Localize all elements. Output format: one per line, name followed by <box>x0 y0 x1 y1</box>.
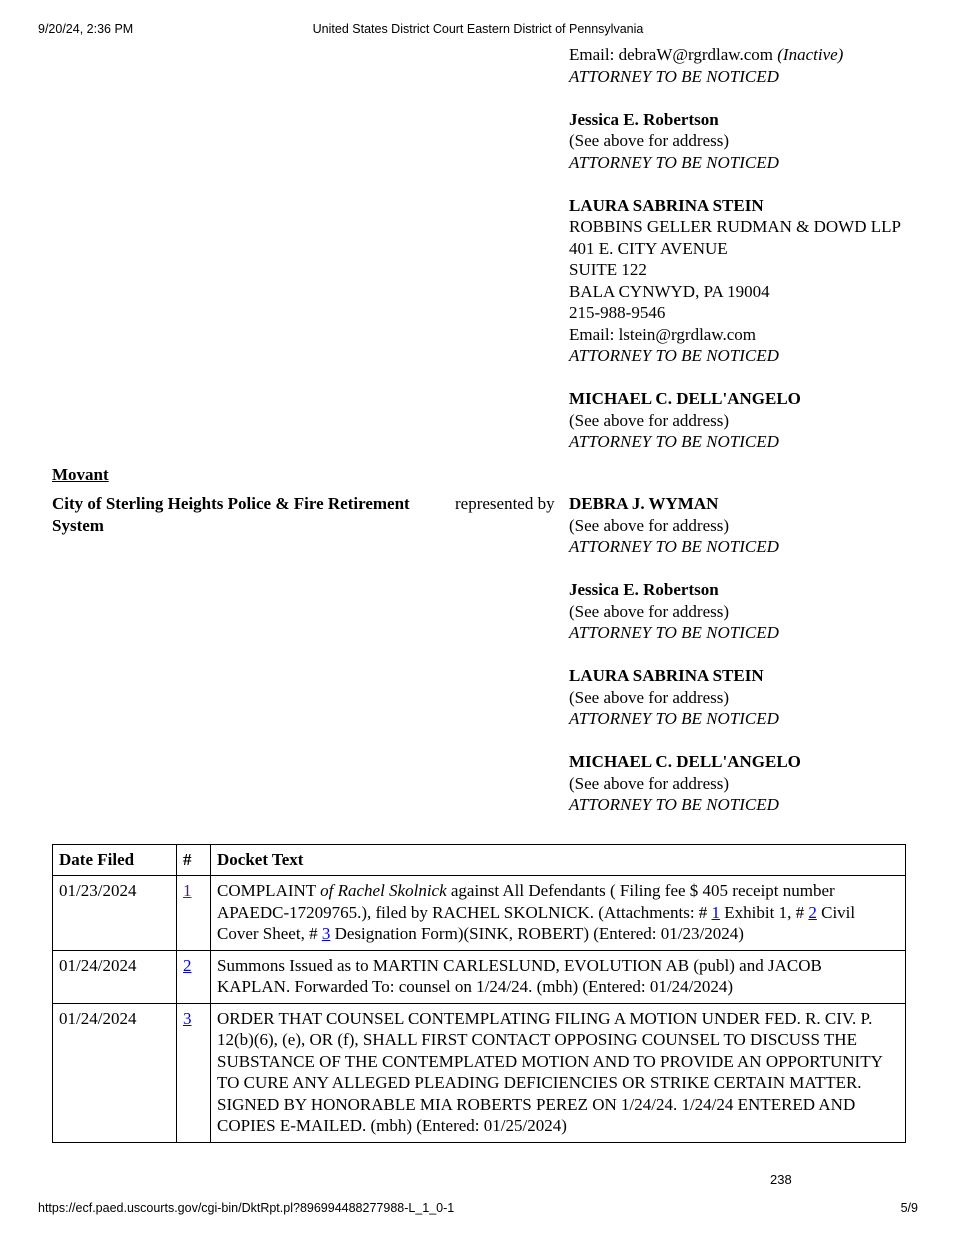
attorney-line <box>569 622 906 644</box>
docket-row <box>53 1003 906 1142</box>
text-run: Civil Cover Sheet, # <box>217 902 856 943</box>
attachment-link[interactable]: 3 <box>321 924 331 943</box>
party-name: City of Sterling Heights Police & Fire Retirement System <box>52 494 410 535</box>
text-run: (See above for address) <box>569 601 730 621</box>
docket-table <box>52 844 906 1143</box>
date-filed-cell: 01/23/2024 <box>53 876 177 951</box>
text-run: of Rachel Skolnick <box>320 881 447 900</box>
date-filed-cell: 01/24/2024 <box>53 1003 177 1142</box>
doc-number-link[interactable]: 2 <box>183 955 192 975</box>
text-run: (See above for address) <box>569 773 730 793</box>
attorney-line <box>569 109 906 131</box>
attorney-name: MICHAEL C. DELL'ANGELO <box>569 752 801 771</box>
docket-header-date-filed: Date Filed <box>53 844 177 876</box>
attorney-line <box>569 345 906 367</box>
attorney-line <box>569 281 906 303</box>
attorney-block <box>569 751 906 816</box>
text-run: Summons Issued as to MARTIN CARLESLUND, EVOLUTION AB (publ) and JACOB KAPLAN. Forwarded To: counsel on 1/24/24. (mbh) (Entered: 01/24/2024) <box>217 955 822 996</box>
attorney-line <box>569 152 906 174</box>
text-run: Email: debraW@rgrdlaw.com <box>569 45 778 64</box>
text-run: against All Defendants ( Filing fee $ 405 receipt number APAEDC-17209765.), filed by RACHEL SKOLNICK. (Attachments: # <box>217 881 835 922</box>
attorney-line <box>569 302 906 324</box>
text-run: (See above for address) <box>569 131 730 150</box>
print-footer-page: 5/9 <box>900 1201 918 1215</box>
docket-text-cell <box>211 876 906 951</box>
attorney-line <box>569 216 906 238</box>
attorney-line <box>569 238 906 260</box>
text-run: ATTORNEY TO BE NOTICED <box>569 795 779 814</box>
docket-header-row <box>53 844 906 876</box>
attorney-line <box>569 515 906 537</box>
attorney-name: DEBRA J. WYMAN <box>569 494 719 513</box>
text-run: ATTORNEY TO BE NOTICED <box>569 432 779 451</box>
text-run: (Inactive) <box>777 45 844 64</box>
attorney-block <box>569 665 906 730</box>
print-header-datetime: 9/20/24, 2:36 PM <box>38 22 134 36</box>
attorney-line <box>569 579 906 601</box>
date-filed-cell: 01/24/2024 <box>53 950 177 1003</box>
text-run: Email: lstein@rgrdlaw.com <box>569 324 757 344</box>
attorney-line <box>569 324 906 346</box>
attorney-line <box>569 773 906 795</box>
bates-page-number: 238 <box>770 1172 792 1187</box>
docket-text-cell <box>211 1003 906 1142</box>
attorney-line <box>569 195 906 217</box>
attachment-link[interactable]: 1 <box>711 902 721 922</box>
attorney-name: Jessica E. Robertson <box>569 580 719 599</box>
attorney-line <box>569 687 906 709</box>
doc-number-cell <box>177 876 211 951</box>
attorney-name: Jessica E. Robertson <box>569 109 719 129</box>
text-run: ATTORNEY TO BE NOTICED <box>569 709 779 728</box>
text-run: ATTORNEY TO BE NOTICED <box>569 623 779 642</box>
print-header <box>38 22 918 36</box>
text-run: 401 E. CITY AVENUE <box>569 238 728 258</box>
attorney-list-continuation <box>569 44 906 453</box>
attorney-name: LAURA SABRINA STEIN <box>569 666 764 685</box>
text-run: (See above for address) <box>569 410 730 430</box>
attachment-link[interactable]: 2 <box>808 902 817 922</box>
attorney-block <box>569 579 906 644</box>
attorney-line <box>569 410 906 432</box>
attorney-name: MICHAEL C. DELL'ANGELO <box>569 389 801 408</box>
attorney-line <box>569 708 906 730</box>
text-run: ATTORNEY TO BE NOTICED <box>569 152 779 172</box>
doc-number-cell <box>177 1003 211 1142</box>
movant-party-row <box>52 493 906 816</box>
attorney-block <box>569 388 906 453</box>
attorney-block <box>569 195 906 367</box>
attorney-line <box>569 44 906 66</box>
attorney-block <box>569 109 906 174</box>
text-run: ORDER THAT COUNSEL CONTEMPLATING FILING A MOTION UNDER FED. R. CIV. P. 12(b)(6), (e), OR (f), SHALL FIRST CONTACT OPPOSING COUNSEL TO DISCUSS THE SUBSTANCE OF THE CONTEMPLATED MOTION AND TO PROVIDE AN OPPORTUNITY TO CURE ANY ALLEGED PLEADING DEFICIENCIES OR STRIKE CERTAIN MATTER. SIGNED BY HONORABLE MIA ROBERTS PEREZ ON 1/24/24. 1/24/24 ENTERED AND COPIES E-MAILED. (mbh) (Entered: 01/25/2024) <box>217 1008 883 1135</box>
attorney-line <box>569 388 906 410</box>
movant-heading: Movant <box>52 464 109 484</box>
text-run: SUITE 122 <box>569 260 647 279</box>
document-body <box>52 44 906 1143</box>
attorney-line <box>569 536 906 558</box>
docket-text-cell <box>211 950 906 1003</box>
attorney-line <box>569 66 906 88</box>
attorney-line <box>569 665 906 687</box>
attorney-name: LAURA SABRINA STEIN <box>569 195 764 215</box>
text-run: (See above for address) <box>569 515 730 535</box>
text-run: (See above for address) <box>569 687 730 707</box>
text-run: BALA CYNWYD, PA 19004 <box>569 281 770 301</box>
docket-row <box>53 950 906 1003</box>
attorney-block <box>569 493 906 558</box>
movant-attorney-list <box>569 493 906 816</box>
attorney-line <box>569 431 906 453</box>
attorney-line <box>569 794 906 816</box>
attorney-line <box>569 130 906 152</box>
docket-header-number: # <box>177 844 211 876</box>
attorney-line <box>569 751 906 773</box>
attorney-block <box>569 44 906 87</box>
docket-table-wrap <box>52 844 906 1143</box>
text-run: 215-988-9546 <box>569 303 666 322</box>
text-run: Exhibit 1, # <box>720 902 809 922</box>
text-run: ATTORNEY TO BE NOTICED <box>569 66 779 86</box>
represented-by-label: represented by <box>455 494 555 513</box>
text-run: ATTORNEY TO BE NOTICED <box>569 346 779 365</box>
attorney-line <box>569 601 906 623</box>
docket-header-text: Docket Text <box>211 844 906 876</box>
doc-number-link[interactable]: 1 <box>183 881 192 900</box>
print-footer-url: https://ecf.paed.uscourts.gov/cgi-bin/DktRpt.pl?896994488277988-L_1_0-1 <box>38 1201 455 1215</box>
docket-row <box>53 876 906 951</box>
print-header-title: United States District Court Eastern District of Pennsylvania <box>312 22 644 36</box>
text-run: COMPLAINT <box>217 881 321 900</box>
doc-number-cell <box>177 950 211 1003</box>
attorney-line <box>569 493 906 515</box>
text-run: ATTORNEY TO BE NOTICED <box>569 537 779 556</box>
text-run: ROBBINS GELLER RUDMAN & DOWD LLP <box>569 217 901 236</box>
print-footer <box>38 1201 918 1215</box>
text-run: Designation Form)(SINK, ROBERT) (Entered: 01/23/2024) <box>330 924 744 943</box>
attorney-line <box>569 259 906 281</box>
doc-number-link[interactable]: 3 <box>183 1008 192 1028</box>
